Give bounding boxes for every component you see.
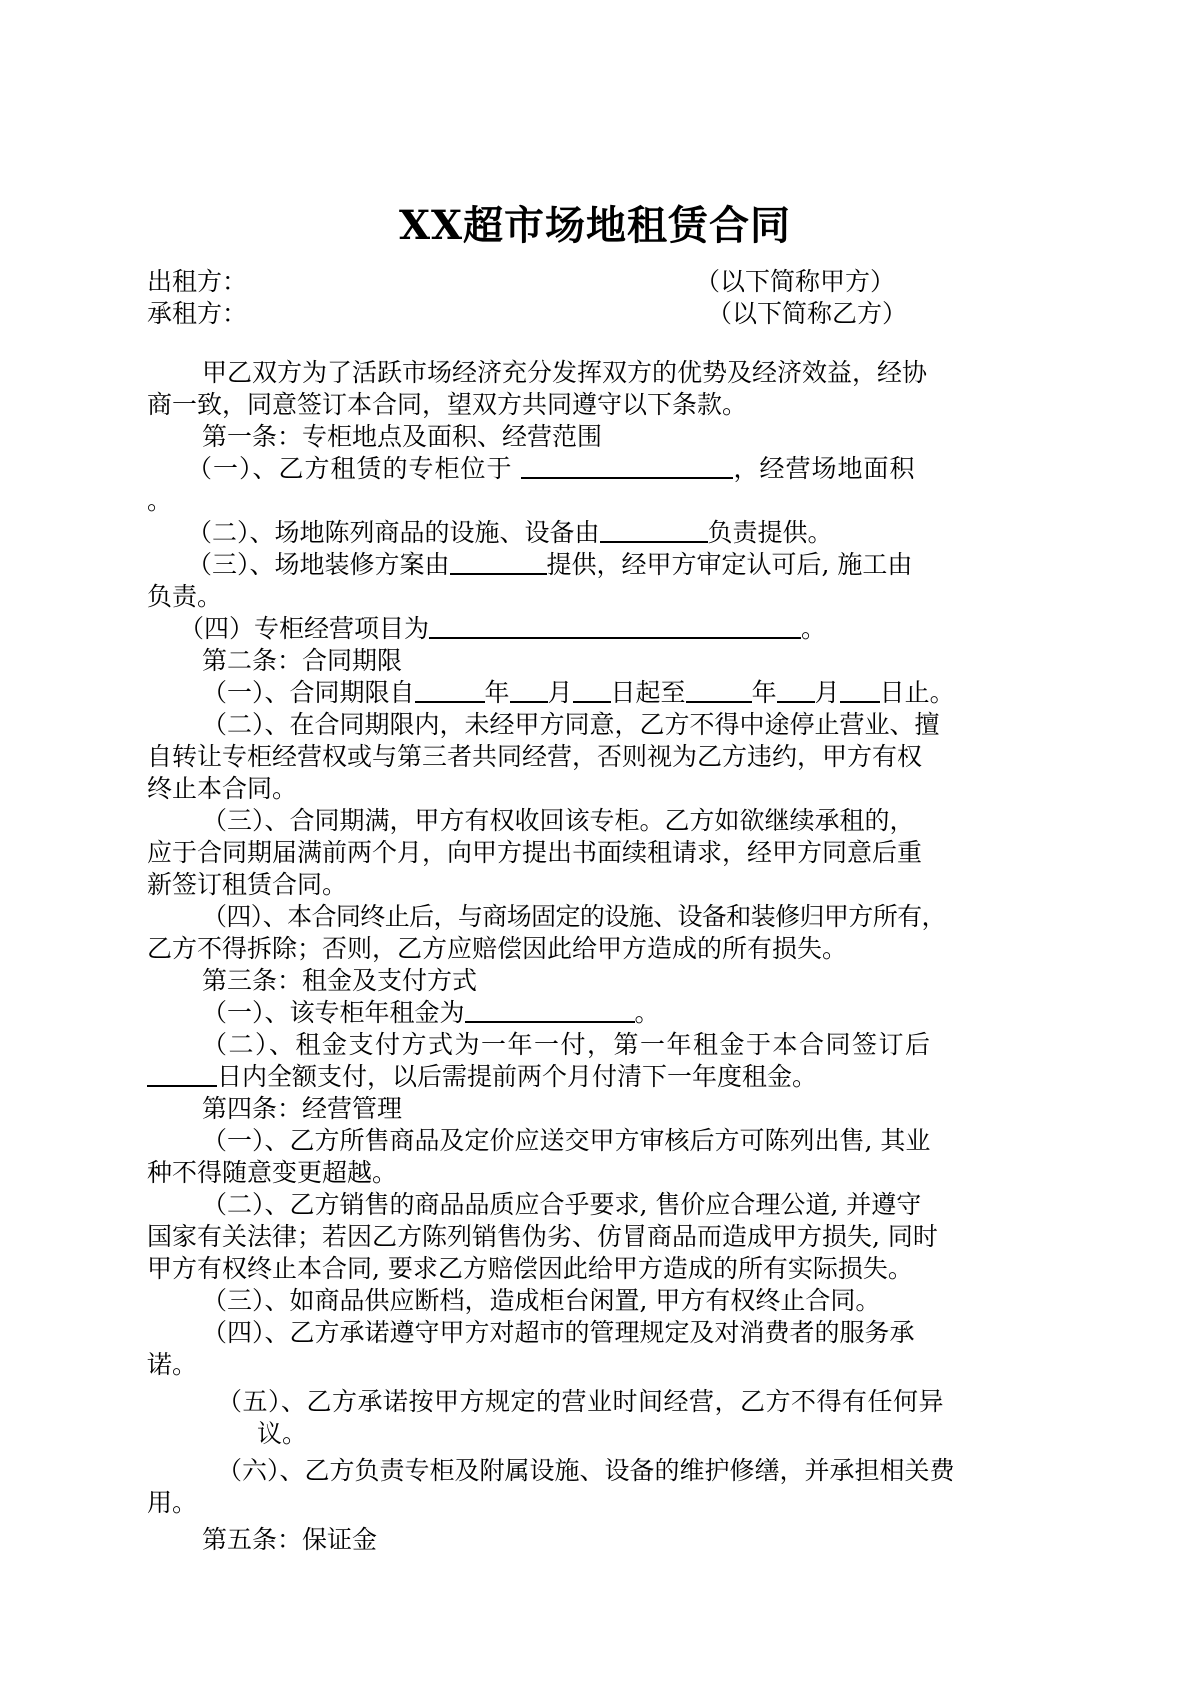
year-label: 年 — [484, 678, 510, 707]
clause-text: （一）、乙方租赁的专柜位于 — [187, 454, 513, 483]
clause-text: ，经营场地面积 — [733, 454, 916, 483]
clause-text: 日止。 — [879, 678, 955, 707]
clause-text: 提供，经甲方审定认可后, 施工由 — [546, 550, 913, 579]
article-4-clause-6-line-2: 用。 — [147, 1488, 198, 1517]
clause-text: 日内全额支付，以后需提前两个月付清下一年度租金。 — [217, 1062, 818, 1091]
document-title: XX超市场地租赁合同 — [398, 202, 792, 249]
month-label: 月 — [814, 678, 840, 707]
start-month-blank[interactable] — [510, 677, 548, 703]
clause-text: 。 — [801, 614, 827, 643]
clause-text: （一）、合同期限自 — [202, 678, 415, 707]
article-4-clause-1-line-1: （一）、乙方所售商品及定价应送交甲方审核后方可陈列出售, 其业 — [202, 1126, 931, 1155]
article-1-clause-2 — [147, 517, 1067, 549]
clause-text: （三）、场地装修方案由 — [187, 550, 450, 579]
end-day-blank[interactable] — [840, 677, 880, 703]
article-4-clause-1-line-2: 种不得随意变更超越。 — [147, 1158, 398, 1187]
intro-line-1: 甲乙双方为了活跃市场经济充分发挥双方的优势及经济效益，经协 — [202, 358, 928, 387]
intro-line-2: 商一致，同意签订本合同，望双方共同遵守以下条款。 — [147, 390, 748, 419]
business-scope-blank[interactable] — [429, 613, 801, 639]
article-1-clause-4 — [147, 613, 1059, 645]
article-3-clause-2-line-2 — [147, 1061, 1027, 1093]
lessor-label: 出租方： — [147, 267, 248, 296]
article-4-clause-5-line-2: 议。 — [257, 1419, 308, 1448]
article-1-clause-1 — [147, 453, 1067, 485]
decoration-blank[interactable] — [450, 549, 547, 575]
article-4-clause-4-line-2: 诺。 — [147, 1350, 198, 1379]
article-4-clause-3: （三）、如商品供应断档，造成柜台闲置, 甲方有权终止合同。 — [202, 1286, 881, 1315]
article-3-clause-1 — [147, 997, 1082, 1029]
article-4-clause-5-line-1: （五）、乙方承诺按甲方规定的营业时间经营，乙方不得有任何异 — [217, 1387, 945, 1416]
article-2-clause-2-line-1: （二）、在合同期限内，未经甲方同意，乙方不得中途停止营业、擅 — [202, 710, 940, 739]
article-1-clause-3-end: 负责。 — [147, 582, 223, 611]
article-2-clause-1 — [147, 677, 1082, 709]
article-2-clause-3-line-2: 应于合同期届满前两个月，向甲方提出书面续租请求，经甲方同意后重 — [147, 838, 923, 867]
article-2-clause-2-line-2: 自转让专柜经营权或与第三者共同经营，否则视为乙方违约，甲方有权 — [147, 742, 923, 771]
location-blank[interactable] — [521, 453, 733, 479]
clause-text: （四）专柜经营项目为 — [179, 614, 430, 643]
article-4-clause-4-line-1: （四）、乙方承诺遵守甲方对超市的管理规定及对消费者的服务承 — [202, 1318, 915, 1347]
article-2-clause-4-line-1: （四）、本合同终止后，与商场固定的设施、设备和装修归甲方所有， — [202, 902, 946, 931]
end-month-blank[interactable] — [777, 677, 815, 703]
clause-text: 。 — [634, 998, 660, 1027]
lessee-note: （以下简称乙方） — [707, 299, 908, 328]
start-day-blank[interactable] — [573, 677, 611, 703]
article-1-clause-1-end: 。 — [147, 486, 173, 515]
month-label: 月 — [547, 678, 573, 707]
article-2-clause-2-line-3: 终止本合同。 — [147, 774, 298, 803]
article-1-heading: 第一条：专柜地点及面积、经营范围 — [202, 422, 603, 451]
payment-days-blank[interactable] — [147, 1061, 217, 1087]
lessee-line — [147, 298, 1027, 330]
annual-rent-blank[interactable] — [465, 997, 635, 1023]
lessee-label: 承租方： — [147, 299, 248, 328]
year-label: 年 — [751, 678, 777, 707]
lessor-note: （以下简称甲方） — [695, 267, 896, 296]
clause-text: 负责提供。 — [707, 518, 833, 547]
clause-text: （一）、该专柜年租金为 — [202, 998, 465, 1027]
article-2-clause-4-line-2: 乙方不得拆除；否则，乙方应赔偿因此给甲方造成的所有损失。 — [147, 934, 848, 963]
provider-blank[interactable] — [600, 517, 708, 543]
article-1-clause-3 — [147, 549, 1067, 581]
article-4-clause-6-line-1: （六）、乙方负责专柜及附属设施、设备的维护修缮，并承担相关费 — [217, 1456, 955, 1485]
clause-text: （二）、场地陈列商品的设施、设备由 — [187, 518, 600, 547]
clause-text: 日起至 — [610, 678, 686, 707]
article-4-heading: 第四条：经营管理 — [202, 1094, 403, 1123]
article-3-heading: 第三条：租金及支付方式 — [202, 966, 478, 995]
article-4-clause-2-line-1: （二）、乙方销售的商品品质应合乎要求, 售价应合理公道, 并遵守 — [202, 1190, 922, 1219]
end-year-blank[interactable] — [686, 677, 752, 703]
article-5-heading: 第五条：保证金 — [202, 1525, 378, 1554]
article-3-clause-2-line-1: （二）、租金支付方式为一年一付，第一年租金于本合同签订后 — [202, 1030, 932, 1059]
article-2-heading: 第二条：合同期限 — [202, 646, 403, 675]
article-2-clause-3-line-3: 新签订租赁合同。 — [147, 870, 348, 899]
article-2-clause-3-line-1: （三）、合同期满，甲方有权收回该专柜。乙方如欲继续承租的， — [202, 806, 915, 835]
start-year-blank[interactable] — [415, 677, 485, 703]
article-4-clause-2-line-2: 国家有关法律；若因乙方陈列销售伪劣、仿冒商品而造成甲方损失, 同时 — [147, 1222, 938, 1251]
lessor-line — [147, 266, 1027, 298]
article-4-clause-2-line-3: 甲方有权终止本合同, 要求乙方赔偿因此给甲方造成的所有实际损失。 — [147, 1254, 913, 1283]
